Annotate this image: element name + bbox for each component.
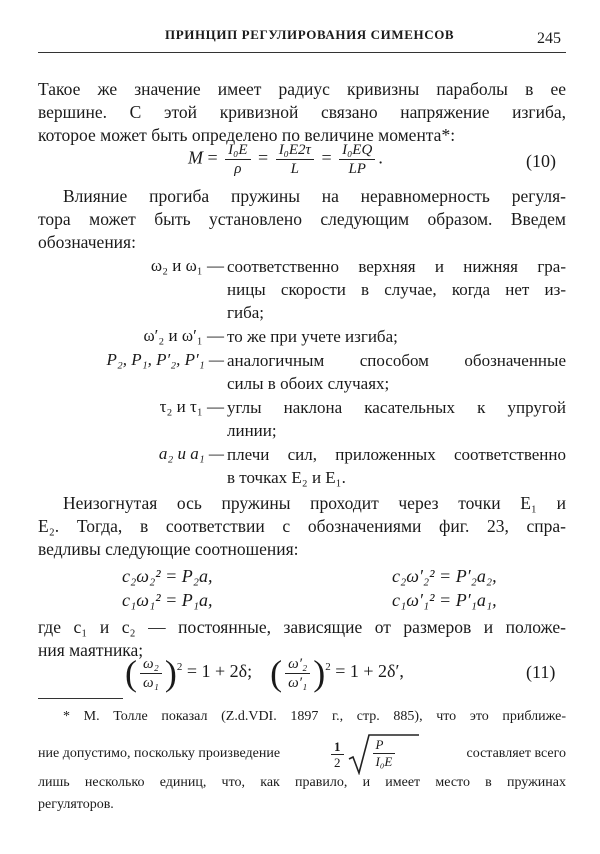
- definition-text: то же при учете изгиба;: [227, 327, 398, 346]
- eq10-fraction-1: $\frac{\text{I₀E}}{\rho}$: [225, 141, 250, 178]
- eq10-fraction-3: $\frac{\text{I₀EQ}}{LP}$: [339, 141, 375, 178]
- footnote-line-2: ние допустимо, поскольку произведение $\frac{1}{2}$ $\frac{P}{\text{I₀E}}$ составляет всего: [38, 733, 566, 775]
- relation-1-right: c₂ω′₂² = P′₂a₂,: [392, 566, 497, 586]
- page-number: 245: [537, 30, 561, 47]
- eq11-rhs-b: = 1 + 2δ′,: [335, 661, 404, 682]
- equation-10-number: (10): [526, 151, 556, 171]
- relation-2-left: c₁ω₁² = P₁a,: [122, 590, 213, 610]
- definition-text: в точках E₂ и E₁.: [227, 468, 346, 487]
- definition-symbol-forces: P₂, P₁, P′₂, P′₁ —: [106, 350, 224, 369]
- definition-text: гиба;: [227, 303, 264, 322]
- paragraph-2-line-2: тора может быть установлено следующим образом. Введем: [38, 209, 566, 229]
- paragraph-1-line-2: вершине. С этой кривизной связано напряжение изгиба,: [38, 102, 566, 122]
- equation-11: ( $\frac{\text{ω₂}}{\text{ω₁}}$ )$^2$ = 1 + 2δ; ( $\frac{\text{ω′₂}}{\text{ω′₁}}$ )$^2$ = 1 + 2δ′,: [125, 653, 404, 693]
- footnote-line-3: лишь несколько единиц, что, как правило, и имеет место в пружинах: [38, 775, 566, 790]
- definition-symbol-omega: ω₂ и ω₁ —: [150, 256, 224, 275]
- equation-10: M = $\frac{\text{I₀E}}{\rho}$ = $\frac{\text{I₀E2τ}}{L}$ = $\frac{\text{I₀EQ}}{LP}$ .: [188, 142, 383, 177]
- footnote-formula: $\frac{1}{2}$ $\frac{P}{\text{I₀E}}$: [328, 733, 419, 775]
- definition-symbol-tau: τ₂ и τ₁ —: [159, 397, 224, 416]
- square-root-icon: $\frac{P}{\text{I₀E}}$: [347, 733, 419, 775]
- definition-text: плечи сил, приложенных соответственно: [227, 445, 566, 464]
- definition-text: углы наклона касательных к упругой: [227, 398, 566, 417]
- equation-11-number: (11): [526, 662, 556, 682]
- paragraph-3-line-1: Неизогнутая ось пружины проходит через точки E₁ и: [63, 493, 566, 513]
- eq10-lhs: M: [188, 147, 203, 168]
- eq10-fraction-2: $\frac{\text{I₀E2τ}}{L}$: [276, 141, 314, 178]
- footnote-line-1: * М. Толле показал (Z.d.VDI. 1897 г., стр. 885), что это приближе-: [63, 709, 566, 724]
- paragraph-4-line-2: ния маятника;: [38, 640, 144, 660]
- paragraph-2-line-1: Влияние прогиба пружины на неравномерность регуля-: [63, 186, 566, 206]
- footnote-rule: [38, 698, 123, 699]
- header-rule: [38, 52, 566, 53]
- relation-1-left: c₂ω₂² = P₂a,: [122, 566, 213, 586]
- definition-symbol-omega-prime: ω′₂ и ω′₁ —: [143, 326, 224, 345]
- definition-symbol-arms: a₂ и a₁ —: [158, 444, 224, 463]
- paragraph-3-line-2: E₂. Тогда, в соответствии с обозначениями фиг. 23, спра-: [38, 516, 566, 536]
- definition-text: ницы скорости в случае, когда нет из-: [227, 280, 566, 299]
- definition-text: линии;: [227, 421, 277, 440]
- paragraph-4-line-1: где c₁ и c₂ — постоянные, зависящие от размеров и положе-: [38, 617, 566, 637]
- paragraph-1-line-1: Такое же значение имеет радиус кривизны параболы в ее: [38, 79, 566, 99]
- definition-text: силы в обоих случаях;: [227, 374, 390, 393]
- eq11-fraction-b: $\frac{\text{ω′₂}}{\text{ω′₁}}$: [285, 655, 310, 692]
- paragraph-3-line-3: ведливы следующие соотношения:: [38, 539, 299, 559]
- eq11-fraction-a: $\frac{\text{ω₂}}{\text{ω₁}}$: [140, 655, 162, 692]
- footnote-line-4: регуляторов.: [38, 797, 114, 812]
- relation-2-right: c₁ω′₁² = P′₁a₁,: [392, 590, 497, 610]
- paragraph-1-line-3: которое может быть определено по величине момента*:: [38, 125, 456, 145]
- paragraph-2-line-3: обозначения:: [38, 232, 136, 252]
- definition-text: соответственно верхняя и нижняя гра-: [227, 257, 566, 276]
- running-title: ПРИНЦИП РЕГУЛИРОВАНИЯ СИМЕНСОВ: [165, 27, 455, 42]
- definition-text: аналогичным способом обозначенные: [227, 351, 566, 370]
- eq11-rhs-a: = 1 + 2δ;: [186, 661, 253, 682]
